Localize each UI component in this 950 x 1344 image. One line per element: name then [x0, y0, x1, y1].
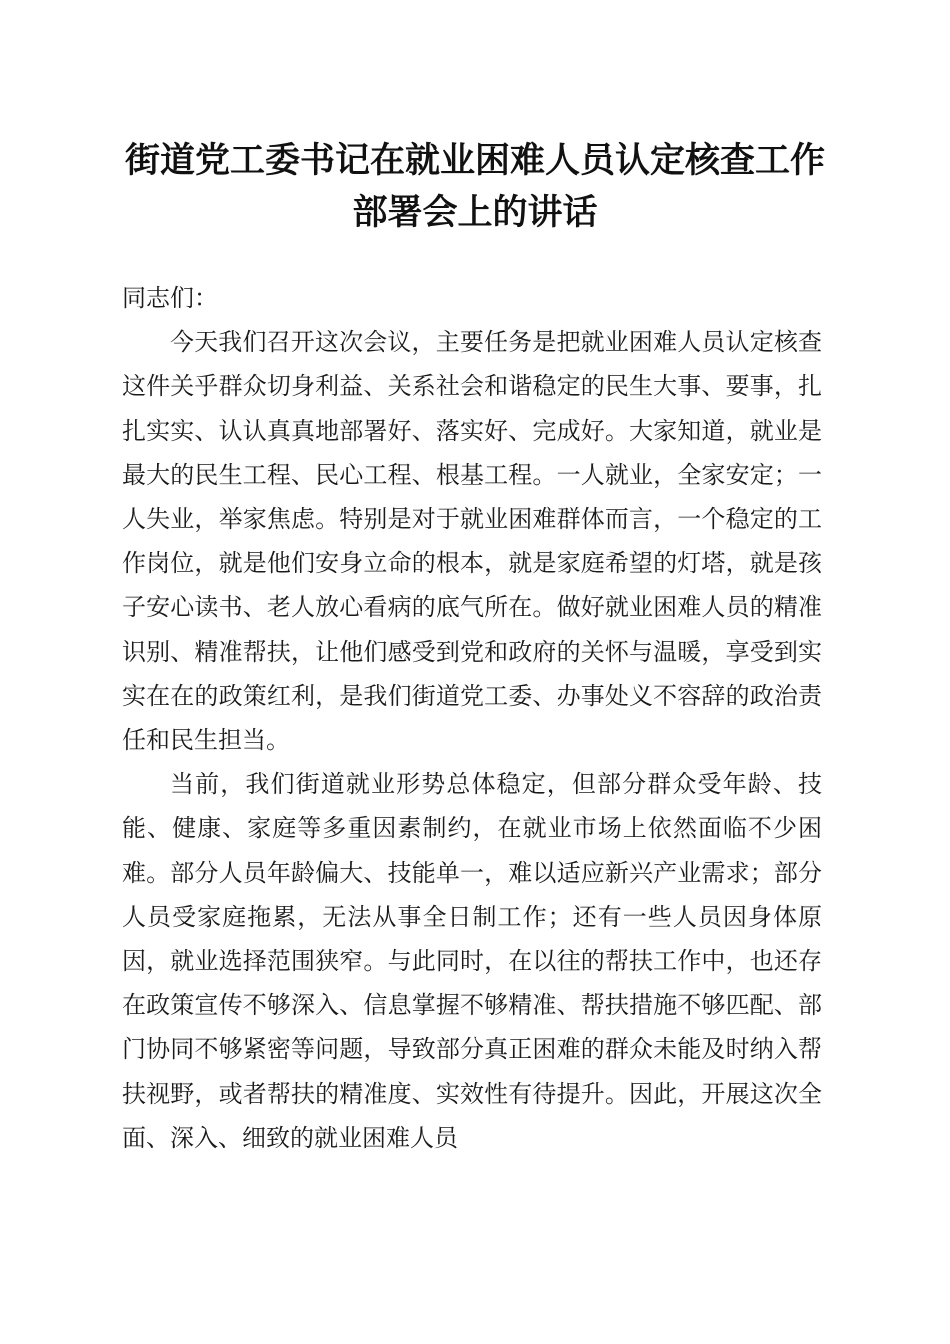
salutation: 同志们： [122, 284, 218, 312]
document-title [110, 135, 840, 239]
paragraph: 当前，我们街道就业形势总体稳定，但部分群众受年龄、技能、健康、家庭等多重因素制约，在就业市场上依然面临不少困难。部分人员年龄偏大、技能单一，难以适应新兴产业需求；部分人员受家庭拖累，无法从事全日制工作；还有一些人员因身体原因，就业选择范围狭窄。与此同时，在以往的帮扶工作中，也还存在政策宣传不够深入、信息掌握不够精准、帮扶措施不够匹配、部门协同不够紧密等问题，导致部分真正困难的群众未能及时纳入帮扶视野，或者帮扶的精准度、实效性有待提升。因此，开展这次全面、深入、细致的就业困难人员 [122, 770, 822, 1152]
title-line-2: 部署会上的讲话 [352, 192, 598, 233]
document-body [122, 276, 822, 1160]
paragraph: 今天我们召开这次会议，主要任务是把就业困难人员认定核查这件关乎群众切身利益、关系社会和谐稳定的民生大事、要事，扎扎实实、认认真真地部署好、落实好、完成好。大家知道，就业是最大的民生工程、民心工程、根基工程。一人就业，全家安定；一人失业，举家焦虑。特别是对于就业困难群体而言，一个稳定的工作岗位，就是他们安身立命的根本，就是家庭希望的灯塔，就是孩子安心读书、老人放心看病的底气所在。做好就业困难人员的精准识别、精准帮扶，让他们感受到党和政府的关怀与温暖，享受到实实在在的政策红利，是我们街道党工委、办事处义不容辞的政治责任和民生担当。 [122, 328, 822, 755]
title-line-1: 街道党工委书记在就业困难人员认定核查工作 [124, 140, 825, 181]
